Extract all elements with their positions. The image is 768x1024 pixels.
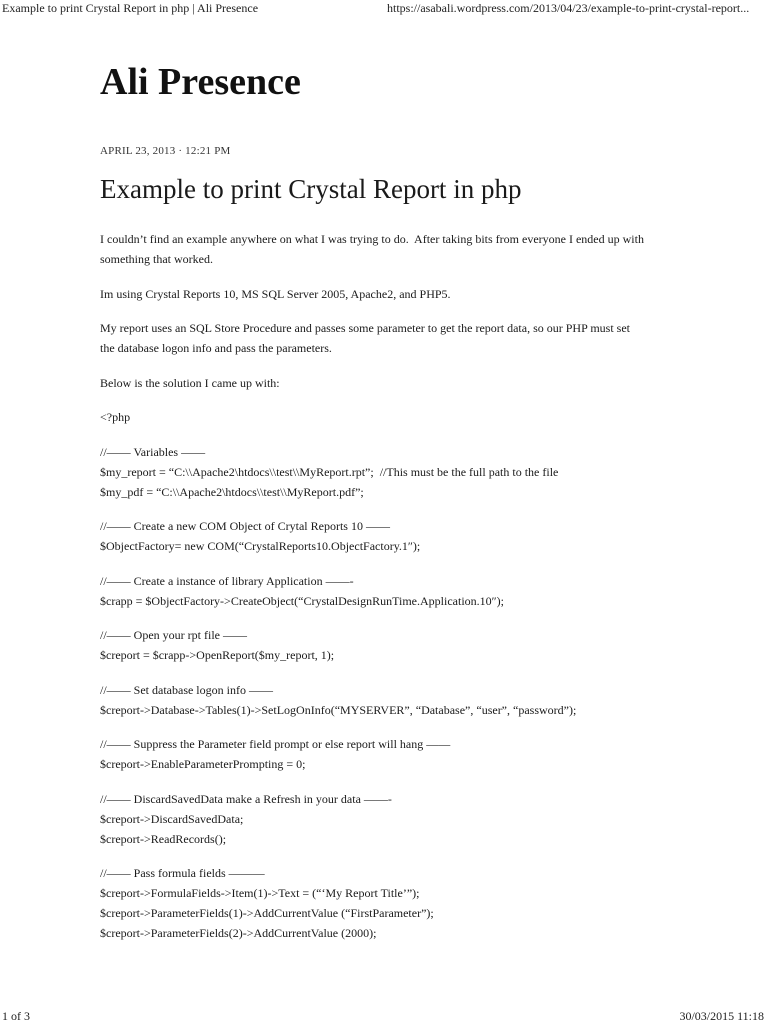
- paragraph-line: something that worked.: [100, 252, 213, 266]
- paragraph-line: //—— Variables ——: [100, 444, 206, 459]
- post-paragraph: [100, 863, 660, 943]
- paragraph-line: //—— Suppress the Parameter field prompt or else report will hang ——: [100, 737, 451, 751]
- post-paragraph: [100, 284, 660, 304]
- post-paragraph: [100, 229, 660, 269]
- print-datetime: 30/03/2015 11:18: [679, 1009, 764, 1023]
- post-title: Example to print Crystal Report in php: [100, 174, 522, 204]
- print-footer: [0, 1009, 768, 1024]
- paragraph-line: My report uses an SQL Store Procedure and passes some parameter to get the report data, so our PHP must set: [100, 321, 630, 335]
- post-date[interactable]: APRIL 23, 2013 · 12:21 PM: [100, 145, 231, 157]
- paragraph-line: I couldn’t find an example anywhere on what I was trying to do. After taking bits from everyone I ended up with: [100, 232, 644, 246]
- paragraph-line: $creport->DiscardSavedData;: [100, 811, 244, 826]
- page-number: 1 of 3: [2, 1009, 30, 1023]
- post-paragraph: [100, 373, 660, 393]
- print-header-url: https://asabali.wordpress.com/2013/04/23/example-to-print-crystal-report...: [387, 1, 750, 15]
- paragraph-line: //—— DiscardSavedData make a Refresh in your data ——-: [100, 791, 392, 806]
- paragraph-line: //—— Set database logon info ——: [100, 682, 273, 697]
- paragraph-line: <?php: [100, 410, 131, 424]
- post-paragraph: [100, 625, 660, 665]
- post-paragraph: [100, 442, 660, 502]
- paragraph-line: //—— Create a new COM Object of Crytal Reports 10 ——: [100, 519, 390, 533]
- post-paragraph: [100, 680, 660, 720]
- paragraph-line: $crapp = $ObjectFactory->CreateObject(“CrystalDesignRunTime.Application.10″);: [100, 593, 504, 608]
- paragraph-line: $creport->Database->Tables(1)->SetLogOnInfo(“MYSERVER”, “Database”, “user”, “password”);: [100, 702, 577, 717]
- paragraph-line: $creport->ReadRecords();: [100, 831, 227, 846]
- paragraph-line: $creport->ParameterFields(1)->AddCurrentValue (“FirstParameter”);: [100, 906, 434, 920]
- page-content: [100, 56, 660, 958]
- post-paragraph: [100, 789, 660, 849]
- paragraph-line: $creport->ParameterFields(2)->AddCurrentValue (2000);: [100, 926, 377, 940]
- paragraph-line: $creport->FormulaFields->Item(1)->Text = (“‘My Report Title’”);: [100, 886, 420, 900]
- paragraph-line: $creport->EnableParameterPrompting = 0;: [100, 757, 306, 771]
- site-title[interactable]: Ali Presence: [100, 61, 301, 103]
- paragraph-line: $my_pdf = “C:\\Apache2\htdocs\\test\\MyReport.pdf”;: [100, 484, 364, 499]
- paragraph-line: $creport = $crapp->OpenReport($my_report, 1);: [100, 648, 335, 662]
- post-paragraph: [100, 571, 660, 611]
- paragraph-line: $ObjectFactory= new COM(“CrystalReports10.ObjectFactory.1″);: [100, 539, 421, 553]
- post-paragraph: [100, 734, 660, 774]
- paragraph-line: //—— Open your rpt file ——: [100, 628, 247, 642]
- paragraph-line: //—— Pass formula fields ———: [100, 866, 265, 880]
- paragraph-line: $my_report = “C:\\Apache2\htdocs\\test\\MyReport.rpt”; //This must be the full path to the file: [100, 464, 559, 479]
- paragraph-line: Im using Crystal Reports 10, MS SQL Server 2005, Apache2, and PHP5.: [100, 286, 451, 301]
- paragraph-line: Below is the solution I came up with:: [100, 375, 280, 390]
- print-header-title: Example to print Crystal Report in php | Ali Presence: [2, 1, 259, 15]
- post-body: [100, 229, 660, 943]
- post-paragraph: [100, 318, 660, 358]
- paragraph-line: //—— Create a instance of library Application ——-: [100, 573, 354, 588]
- paragraph-line: the database logon info and pass the parameters.: [100, 341, 332, 355]
- post-paragraph: [100, 516, 660, 556]
- post-paragraph: [100, 407, 660, 427]
- print-header: [0, 0, 768, 18]
